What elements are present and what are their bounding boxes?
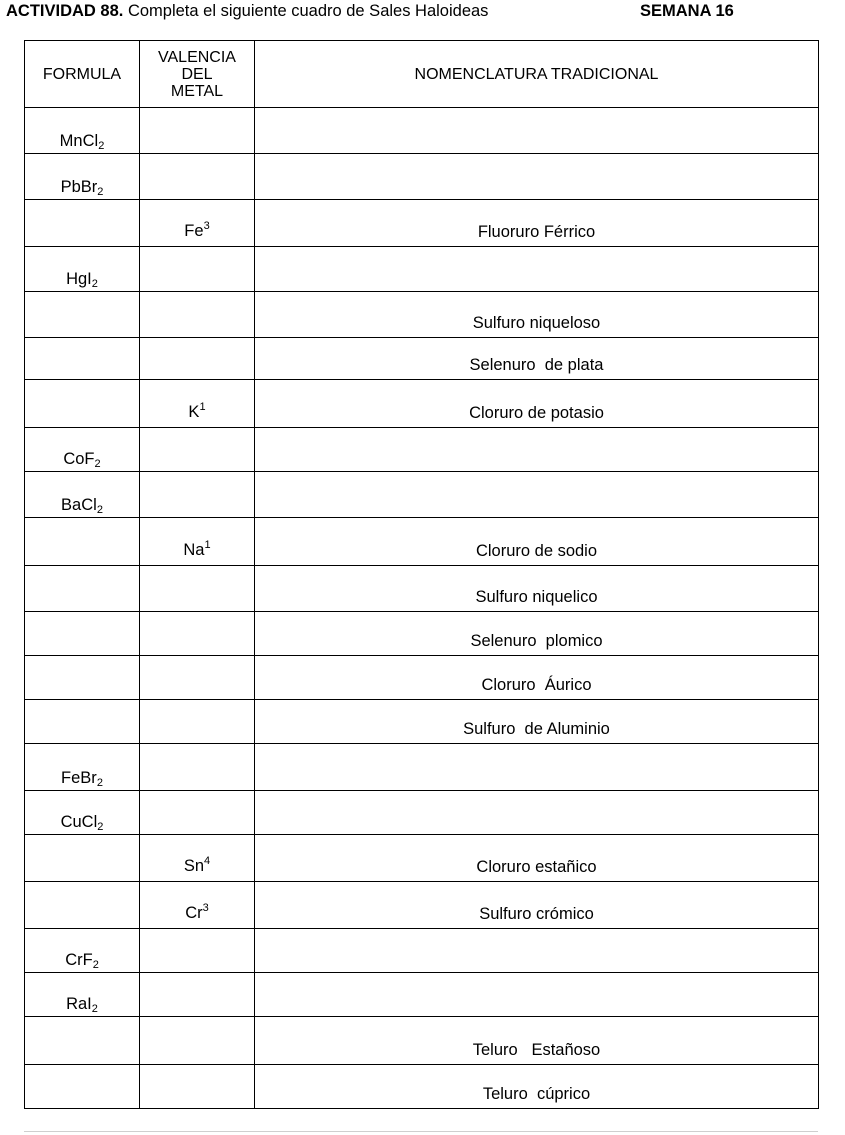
table-row xyxy=(25,973,819,1017)
valence-cell[interactable] xyxy=(140,791,255,835)
valence-value: Cr xyxy=(185,904,203,922)
nomenclature-cell[interactable] xyxy=(255,154,819,200)
formula-cell[interactable] xyxy=(25,472,140,518)
table-row xyxy=(25,835,819,882)
valence-cell[interactable] xyxy=(140,1065,255,1109)
table-row xyxy=(25,472,819,518)
formula-cell[interactable] xyxy=(25,338,140,380)
nomenclature-value: Cloruro Áurico xyxy=(481,676,592,694)
header-valence-label: VALENCIA DEL METAL xyxy=(158,48,236,100)
formula-cell[interactable] xyxy=(25,612,140,656)
valence-cell[interactable] xyxy=(140,566,255,612)
formula-cell[interactable] xyxy=(25,428,140,472)
table-row xyxy=(25,882,819,929)
valence-cell[interactable] xyxy=(140,292,255,338)
valence-superscript: 4 xyxy=(204,855,211,867)
table-row xyxy=(25,612,819,656)
table-row xyxy=(25,154,819,200)
valence-cell[interactable] xyxy=(140,108,255,154)
table-row xyxy=(25,744,819,791)
valence-cell[interactable] xyxy=(140,744,255,791)
nomenclature-cell[interactable] xyxy=(255,518,819,566)
nomenclature-cell[interactable] xyxy=(255,428,819,472)
nomenclature-value: Sulfuro de Aluminio xyxy=(463,720,610,738)
nomenclature-value: Teluro Estañoso xyxy=(472,1041,601,1059)
valence-superscript: 1 xyxy=(204,539,211,551)
nomenclature-value: Fluoruro Férrico xyxy=(477,223,596,241)
formula-cell[interactable] xyxy=(25,108,140,154)
valence-superscript: 1 xyxy=(199,401,206,413)
nomenclature-cell[interactable] xyxy=(255,973,819,1017)
table-row xyxy=(25,1065,819,1109)
nomenclature-value: Sulfuro niqueloso xyxy=(472,314,601,332)
table-row xyxy=(25,656,819,700)
valence-cell[interactable] xyxy=(140,472,255,518)
formula-subscript: 2 xyxy=(97,821,104,833)
nomenclature-cell[interactable] xyxy=(255,380,819,428)
sales-haloideas-table xyxy=(24,40,819,1109)
nomenclature-value: Cloruro de potasio xyxy=(469,404,604,422)
formula-subscript: 2 xyxy=(97,186,104,198)
table-row xyxy=(25,700,819,744)
formula-cell[interactable] xyxy=(25,380,140,428)
formula-cell[interactable] xyxy=(25,1017,140,1065)
activity-instruction: Completa el siguiente cuadro de Sales Haloideas xyxy=(127,2,489,20)
valence-value: K xyxy=(188,403,200,421)
valence-cell[interactable] xyxy=(140,700,255,744)
valence-cell[interactable] xyxy=(140,973,255,1017)
table-row xyxy=(25,338,819,380)
valence-cell[interactable] xyxy=(140,200,255,247)
table-row xyxy=(25,1017,819,1065)
valence-cell[interactable] xyxy=(140,612,255,656)
table-row xyxy=(25,247,819,292)
formula-value: CuCl xyxy=(60,813,98,831)
nomenclature-cell[interactable] xyxy=(255,656,819,700)
header-formula: FORMULA xyxy=(25,41,140,108)
formula-cell[interactable] xyxy=(25,791,140,835)
nomenclature-value: Sulfuro crómico xyxy=(479,905,594,923)
formula-value: FeBr xyxy=(61,769,97,787)
formula-cell[interactable] xyxy=(25,1065,140,1109)
nomenclature-cell[interactable] xyxy=(255,1065,819,1109)
header-nomenclature: NOMENCLATURA TRADICIONAL xyxy=(255,41,819,108)
valence-cell[interactable] xyxy=(140,380,255,428)
formula-subscript: 2 xyxy=(98,140,105,152)
valence-cell[interactable] xyxy=(140,338,255,380)
valence-superscript: 3 xyxy=(202,902,209,914)
valence-value: Na xyxy=(183,541,205,559)
valence-value: Sn xyxy=(183,857,205,875)
activity-title xyxy=(6,0,488,22)
formula-cell[interactable] xyxy=(25,292,140,338)
week-label: SEMANA 16 xyxy=(640,2,734,20)
nomenclature-value: Sulfuro niquelico xyxy=(475,588,598,606)
formula-cell[interactable] xyxy=(25,882,140,929)
formula-cell[interactable] xyxy=(25,200,140,247)
nomenclature-cell[interactable] xyxy=(255,744,819,791)
formula-cell[interactable] xyxy=(25,518,140,566)
valence-cell[interactable] xyxy=(140,929,255,973)
valence-cell[interactable] xyxy=(140,835,255,882)
formula-subscript: 2 xyxy=(94,458,101,470)
formula-cell[interactable] xyxy=(25,744,140,791)
nomenclature-value: Cloruro de sodio xyxy=(475,542,598,560)
formula-cell[interactable] xyxy=(25,835,140,882)
formula-value: PbBr xyxy=(60,178,98,196)
table-row xyxy=(25,108,819,154)
formula-cell[interactable] xyxy=(25,247,140,292)
page-footer-line xyxy=(24,1131,818,1132)
formula-value: CrF xyxy=(65,951,93,969)
nomenclature-cell[interactable] xyxy=(255,566,819,612)
table-row xyxy=(25,380,819,428)
nomenclature-cell[interactable] xyxy=(255,1017,819,1065)
nomenclature-cell[interactable] xyxy=(255,108,819,154)
nomenclature-cell[interactable] xyxy=(255,835,819,882)
nomenclature-cell[interactable] xyxy=(255,700,819,744)
valence-value: Fe xyxy=(184,222,204,240)
formula-value: HgI xyxy=(66,270,92,288)
valence-cell[interactable] xyxy=(140,428,255,472)
nomenclature-cell[interactable] xyxy=(255,247,819,292)
formula-subscript: 2 xyxy=(91,1003,98,1015)
nomenclature-cell[interactable] xyxy=(255,472,819,518)
formula-cell[interactable] xyxy=(25,566,140,612)
nomenclature-value: Selenuro plomico xyxy=(470,632,603,650)
formula-subscript: 2 xyxy=(92,959,99,971)
valence-cell[interactable] xyxy=(140,247,255,292)
nomenclature-value: Selenuro de plata xyxy=(469,356,604,374)
nomenclature-cell[interactable] xyxy=(255,882,819,929)
header-valence xyxy=(140,41,255,108)
formula-subscript: 2 xyxy=(96,504,103,516)
valence-cell[interactable] xyxy=(140,518,255,566)
table-row xyxy=(25,791,819,835)
formula-cell[interactable] xyxy=(25,656,140,700)
formula-value: RaI xyxy=(66,995,92,1013)
formula-value: CoF xyxy=(63,450,95,468)
table-row xyxy=(25,518,819,566)
formula-cell[interactable] xyxy=(25,700,140,744)
nomenclature-cell[interactable] xyxy=(255,338,819,380)
nomenclature-value: Teluro cúprico xyxy=(482,1085,591,1103)
table-row xyxy=(25,428,819,472)
valence-cell[interactable] xyxy=(140,656,255,700)
nomenclature-cell[interactable] xyxy=(255,612,819,656)
formula-subscript: 2 xyxy=(91,278,98,290)
table-row xyxy=(25,292,819,338)
table-header-row xyxy=(25,41,819,108)
formula-value: BaCl xyxy=(61,496,97,514)
table-row xyxy=(25,929,819,973)
nomenclature-cell[interactable] xyxy=(255,200,819,247)
nomenclature-value: Cloruro estañico xyxy=(476,858,597,876)
nomenclature-cell[interactable] xyxy=(255,791,819,835)
table-row xyxy=(25,566,819,612)
formula-cell[interactable] xyxy=(25,973,140,1017)
formula-cell[interactable] xyxy=(25,154,140,200)
nomenclature-cell[interactable] xyxy=(255,292,819,338)
formula-subscript: 2 xyxy=(96,777,103,789)
activity-number: ACTIVIDAD 88. xyxy=(6,2,124,20)
nomenclature-cell[interactable] xyxy=(255,929,819,973)
valence-cell[interactable] xyxy=(140,1017,255,1065)
valence-cell[interactable] xyxy=(140,882,255,929)
valence-cell[interactable] xyxy=(140,154,255,200)
valence-superscript: 3 xyxy=(203,220,210,232)
formula-cell[interactable] xyxy=(25,929,140,973)
formula-value: MnCl xyxy=(59,132,99,150)
table-row xyxy=(25,200,819,247)
